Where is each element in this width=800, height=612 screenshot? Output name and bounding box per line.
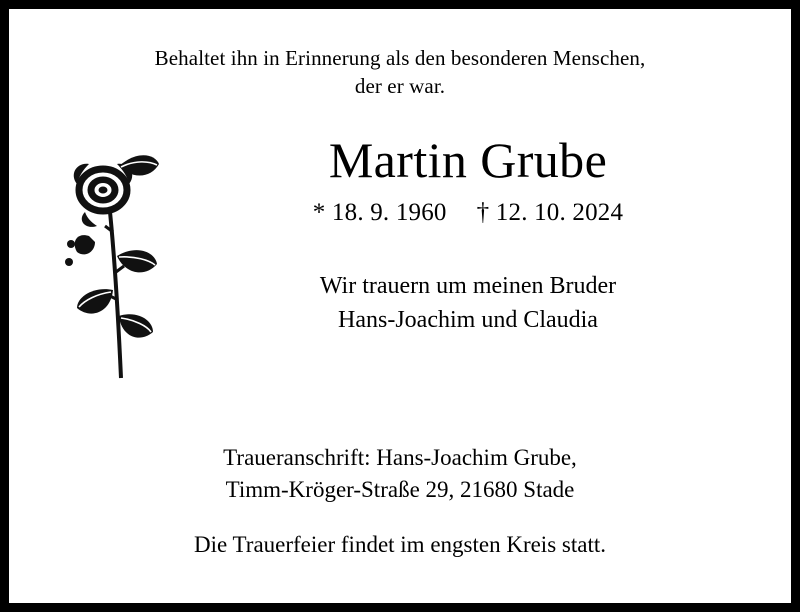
- footer-block: [43, 442, 757, 557]
- mourning-address: [43, 442, 757, 505]
- address-line-1: Traueranschrift: Hans-Joachim Grube,: [223, 445, 577, 471]
- birth-date: * 18. 9. 1960: [312, 198, 447, 226]
- epitaph-text: [43, 45, 757, 100]
- address-line-2: Timm-Kröger-Straße 29, 21680 Stade: [225, 477, 575, 503]
- ceremony-note: Die Trauerfeier findet im engsten Kreis statt.: [194, 531, 606, 557]
- life-dates: [203, 199, 733, 227]
- deceased-name: Martin Grube: [328, 132, 608, 189]
- names-block: [203, 134, 757, 337]
- mourning-text: [203, 269, 733, 337]
- mourning-line-2: Hans-Joachim und Claudia: [338, 307, 598, 334]
- epitaph-line-1: Behaltet ihn in Erinnerung als den besonderen Menschen,: [154, 46, 646, 70]
- notice-inner: [9, 9, 791, 603]
- death-date: † 12. 10. 2024: [476, 198, 624, 226]
- epitaph-line-2: der er war.: [354, 73, 446, 98]
- mourning-line-1: Wir trauern um meinen Bruder: [319, 272, 617, 299]
- main-block: [43, 134, 757, 396]
- rose-icon: [55, 140, 167, 388]
